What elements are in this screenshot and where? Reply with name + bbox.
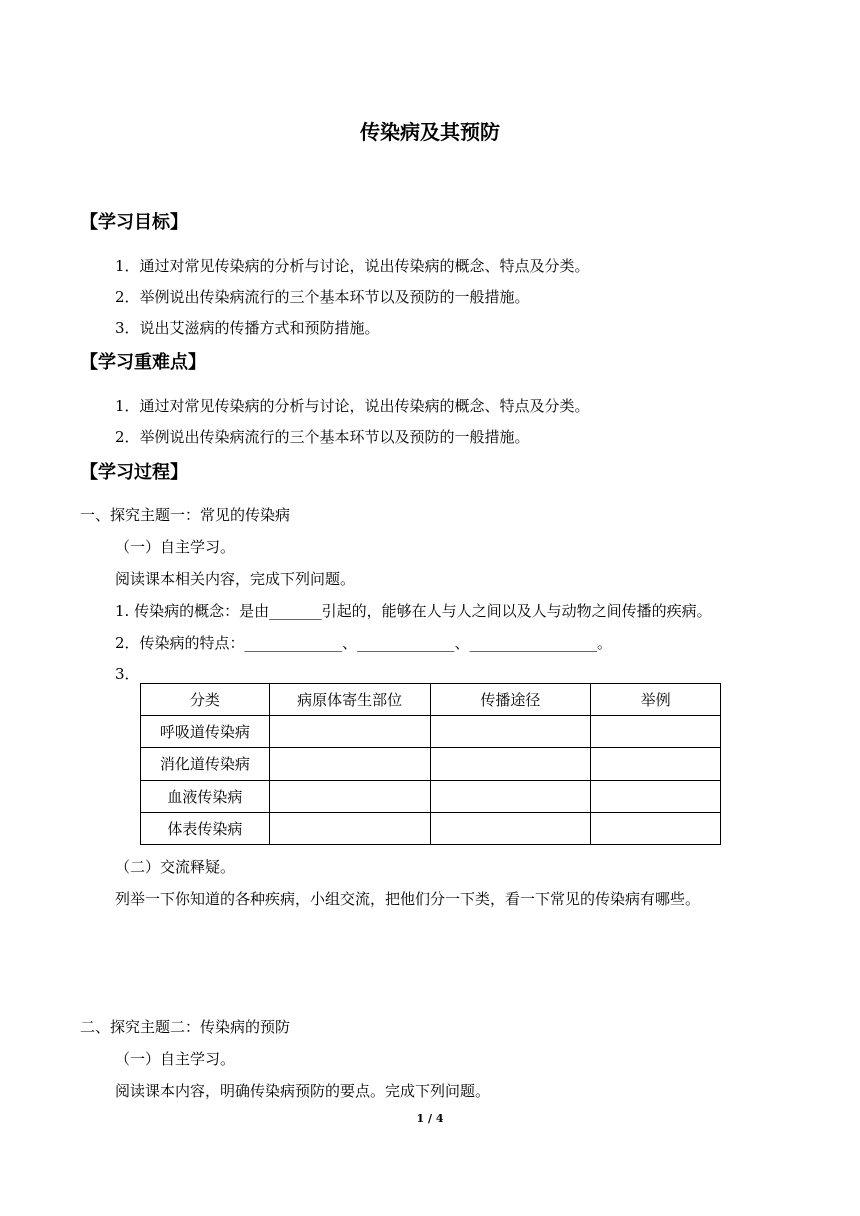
topic2-title: 二、探究主题二：传染病的预防: [80, 1018, 291, 1036]
table-cell[interactable]: [591, 812, 721, 844]
table-cell[interactable]: [430, 748, 591, 780]
topic1-discussion: （二）交流释疑。: [115, 858, 236, 876]
page-number: 1 / 4: [416, 1112, 444, 1125]
topic2-self-study: （一）自主学习。: [115, 1050, 236, 1068]
table-row: [141, 748, 721, 780]
table-cell[interactable]: [591, 716, 721, 748]
page-title: 传染病及其预防: [360, 120, 500, 144]
table-row-label: 消化道传染病: [141, 748, 270, 780]
topic1-discussion-text: 列举一下你知道的各种疾病，小组交流，把他们分一下类，看一下常见的传染病有哪些。: [115, 890, 701, 908]
topic1-instruction: 阅读课本相关内容，完成下列问题。: [115, 570, 356, 588]
table-header-cell: 病原体寄生部位: [269, 684, 430, 716]
topic2-instruction: 阅读课本内容，明确传染病预防的要点。完成下列问题。: [115, 1082, 491, 1100]
classification-table: [140, 683, 721, 845]
table-cell[interactable]: [269, 716, 430, 748]
keypoint-item-1: 1．通过对常见传染病的分析与讨论，说出传染病的概念、特点及分类。: [115, 397, 590, 415]
question-2: 2．传染病的特点：_____________、_____________、_________________。: [115, 634, 613, 652]
table-header-row: [141, 684, 721, 716]
table-cell[interactable]: [430, 780, 591, 812]
table-row-label: 呼吸道传染病: [141, 716, 270, 748]
topic1-title: 一、探究主题一：常见的传染病: [80, 506, 291, 524]
table-header-cell: 举例: [591, 684, 721, 716]
table-cell[interactable]: [269, 748, 430, 780]
table-row: [141, 812, 721, 844]
table-row-label: 体表传染病: [141, 812, 270, 844]
keypoint-item-2: 2．举例说出传染病流行的三个基本环节以及预防的一般措施。: [115, 428, 530, 446]
table-header-cell: 传播途径: [430, 684, 591, 716]
objective-item-2: 2．举例说出传染病流行的三个基本环节以及预防的一般措施。: [115, 288, 530, 306]
objective-item-1: 1．通过对常见传染病的分析与讨论，说出传染病的概念、特点及分类。: [115, 257, 590, 275]
objective-item-3: 3．说出艾滋病的传播方式和预防措施。: [115, 319, 380, 337]
question-3: 3．: [115, 665, 140, 683]
table-cell[interactable]: [269, 780, 430, 812]
table-cell[interactable]: [430, 716, 591, 748]
process-heading: 【学习过程】: [80, 462, 188, 483]
objectives-heading: 【学习目标】: [80, 212, 188, 233]
table-row-label: 血液传染病: [141, 780, 270, 812]
table-cell[interactable]: [430, 812, 591, 844]
question-1: 1. 传染病的概念：是由_______引起的，能够在人与人之间以及人与动物之间传播的疾病。: [115, 602, 712, 620]
table-cell[interactable]: [591, 780, 721, 812]
table-row: [141, 716, 721, 748]
keypoints-heading: 【学习重难点】: [80, 352, 206, 373]
table-row: [141, 780, 721, 812]
table-cell[interactable]: [269, 812, 430, 844]
topic1-self-study: （一）自主学习。: [115, 538, 236, 556]
table-header-cell: 分类: [141, 684, 270, 716]
table-cell[interactable]: [591, 748, 721, 780]
